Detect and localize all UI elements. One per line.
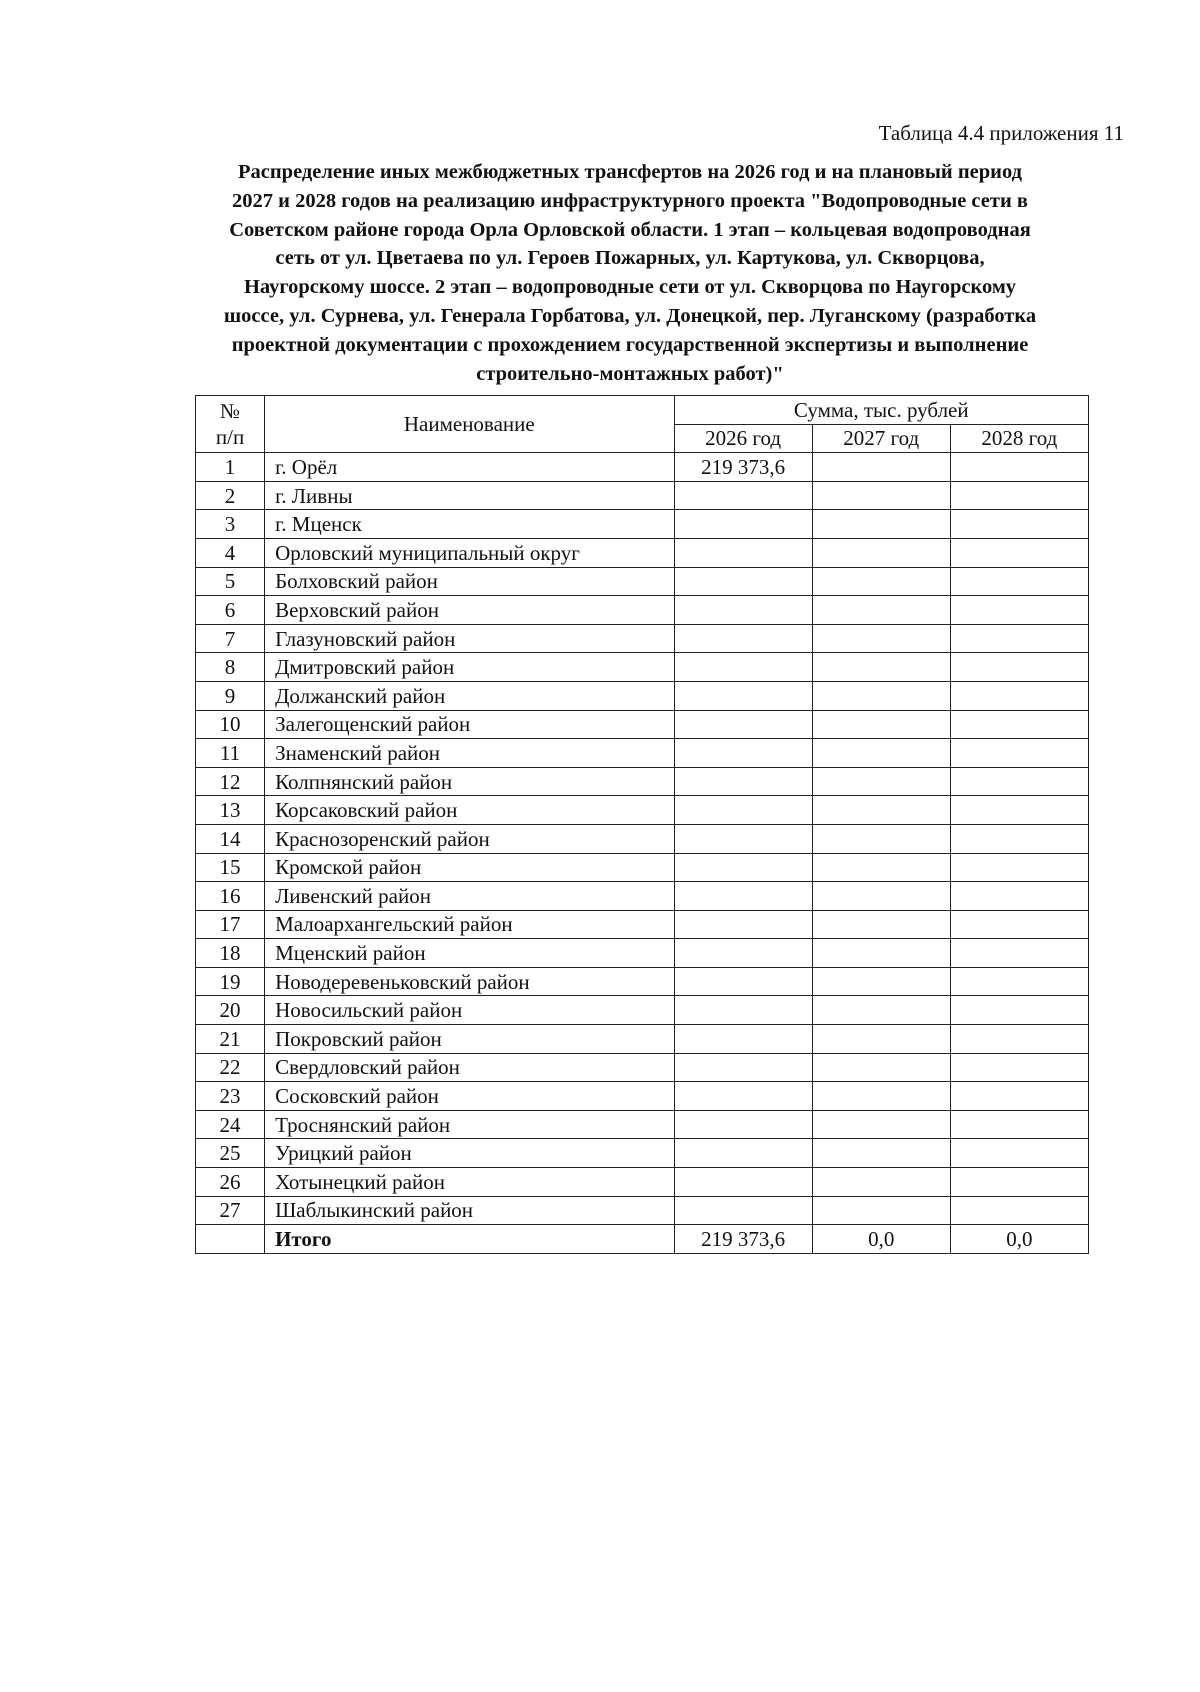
row-value-2027 bbox=[812, 653, 950, 682]
row-name: Троснянский район bbox=[265, 1110, 674, 1139]
row-name: Малоархангельский район bbox=[265, 910, 674, 939]
title-line: Распределение иных межбюджетных трансфертов на 2026 год и на плановый период bbox=[238, 161, 1022, 183]
row-value-2027 bbox=[812, 481, 950, 510]
row-value-2027 bbox=[812, 796, 950, 825]
row-value-2027 bbox=[812, 453, 950, 482]
table-row bbox=[196, 1110, 1089, 1139]
row-number: 25 bbox=[196, 1139, 265, 1168]
row-value-2028 bbox=[950, 853, 1088, 882]
row-value-2026: 219 373,6 bbox=[674, 453, 812, 482]
row-name: г. Мценск bbox=[265, 510, 674, 539]
row-value-2027 bbox=[812, 596, 950, 625]
row-value-2026 bbox=[674, 824, 812, 853]
row-value-2028 bbox=[950, 481, 1088, 510]
row-value-2027 bbox=[812, 1139, 950, 1168]
total-value-2027: 0,0 bbox=[812, 1225, 950, 1254]
row-number: 27 bbox=[196, 1196, 265, 1225]
title-line: строительно-монтажных работ)" bbox=[476, 362, 784, 385]
row-number: 19 bbox=[196, 967, 265, 996]
row-number: 9 bbox=[196, 681, 265, 710]
row-value-2028 bbox=[950, 538, 1088, 567]
row-name: Хотынецкий район bbox=[265, 1168, 674, 1197]
row-value-2026 bbox=[674, 567, 812, 596]
total-number-cell bbox=[196, 1225, 265, 1254]
row-number: 21 bbox=[196, 1025, 265, 1054]
column-header-number-line2: п/п bbox=[215, 425, 245, 450]
row-name: Болховский район bbox=[265, 567, 674, 596]
table-row bbox=[196, 853, 1089, 882]
title-line: сеть от ул. Цветаева по ул. Героев Пожарных, ул. Картукова, ул. Скворцова, bbox=[275, 247, 985, 270]
row-value-2027 bbox=[812, 710, 950, 739]
row-number: 16 bbox=[196, 882, 265, 911]
row-name: Верховский район bbox=[265, 596, 674, 625]
row-value-2028 bbox=[950, 596, 1088, 625]
table-row bbox=[196, 882, 1089, 911]
row-name: Ливенский район bbox=[265, 882, 674, 911]
row-value-2027 bbox=[812, 882, 950, 911]
row-value-2026 bbox=[674, 596, 812, 625]
row-number: 6 bbox=[196, 596, 265, 625]
row-value-2026 bbox=[674, 1196, 812, 1225]
row-value-2027 bbox=[812, 567, 950, 596]
row-name: Глазуновский район bbox=[265, 624, 674, 653]
row-value-2026 bbox=[674, 1082, 812, 1111]
transfers-table bbox=[195, 395, 1089, 1254]
table-row bbox=[196, 710, 1089, 739]
row-value-2027 bbox=[812, 910, 950, 939]
row-name: Колпнянский район bbox=[265, 767, 674, 796]
row-value-2027 bbox=[812, 1196, 950, 1225]
row-value-2026 bbox=[674, 538, 812, 567]
row-value-2026 bbox=[674, 910, 812, 939]
row-number: 2 bbox=[196, 481, 265, 510]
column-header-year: 2026 год bbox=[674, 424, 812, 453]
table-row bbox=[196, 567, 1089, 596]
row-value-2027 bbox=[812, 1168, 950, 1197]
row-value-2026 bbox=[674, 1110, 812, 1139]
row-number: 4 bbox=[196, 538, 265, 567]
row-value-2027 bbox=[812, 939, 950, 968]
row-name: Краснозоренский район bbox=[265, 824, 674, 853]
row-value-2028 bbox=[950, 567, 1088, 596]
row-name: Корсаковский район bbox=[265, 796, 674, 825]
row-value-2028 bbox=[950, 453, 1088, 482]
title-line: проектной документации с прохождением государственной экспертизы и выполнение bbox=[231, 333, 1029, 356]
row-number: 5 bbox=[196, 567, 265, 596]
column-header-number-line1: № bbox=[220, 399, 241, 424]
total-value-2028: 0,0 bbox=[950, 1225, 1088, 1254]
table-row bbox=[196, 624, 1089, 653]
row-value-2028 bbox=[950, 739, 1088, 768]
row-number: 14 bbox=[196, 824, 265, 853]
table-header-row bbox=[196, 396, 1089, 425]
row-name: Орловский муниципальный округ bbox=[265, 538, 674, 567]
table-row bbox=[196, 681, 1089, 710]
row-name: Сосковский район bbox=[265, 1082, 674, 1111]
column-header-sum: Сумма, тыс. рублей bbox=[674, 396, 1089, 425]
row-name: Залегощенский район bbox=[265, 710, 674, 739]
row-value-2028 bbox=[950, 1053, 1088, 1082]
table-row bbox=[196, 481, 1089, 510]
table-row bbox=[196, 538, 1089, 567]
column-header-year: 2028 год bbox=[950, 424, 1088, 453]
row-number: 15 bbox=[196, 853, 265, 882]
row-name: г. Ливны bbox=[265, 481, 674, 510]
row-value-2026 bbox=[674, 1053, 812, 1082]
row-name: Урицкий район bbox=[265, 1139, 674, 1168]
row-value-2026 bbox=[674, 939, 812, 968]
table-row bbox=[196, 767, 1089, 796]
row-value-2028 bbox=[950, 882, 1088, 911]
row-number: 20 bbox=[196, 996, 265, 1025]
row-value-2026 bbox=[674, 739, 812, 768]
row-name: Новосильский район bbox=[265, 996, 674, 1025]
row-value-2027 bbox=[812, 739, 950, 768]
row-value-2026 bbox=[674, 967, 812, 996]
row-number: 24 bbox=[196, 1110, 265, 1139]
row-value-2027 bbox=[812, 538, 950, 567]
row-value-2028 bbox=[950, 967, 1088, 996]
table-row bbox=[196, 796, 1089, 825]
row-name: Знаменский район bbox=[265, 739, 674, 768]
table-row bbox=[196, 596, 1089, 625]
total-label: Итого bbox=[265, 1225, 674, 1254]
row-value-2028 bbox=[950, 1139, 1088, 1168]
row-name: Дмитровский район bbox=[265, 653, 674, 682]
row-value-2027 bbox=[812, 767, 950, 796]
title-line: Наугорскому шоссе. 2 этап – водопроводные сети от ул. Скворцова по Наугорскому bbox=[243, 276, 1017, 299]
table-row bbox=[196, 1025, 1089, 1054]
row-name: Новодеревеньковский район bbox=[265, 967, 674, 996]
row-value-2026 bbox=[674, 1025, 812, 1054]
column-header-name: Наименование bbox=[265, 396, 674, 453]
row-value-2028 bbox=[950, 1082, 1088, 1111]
row-value-2028 bbox=[950, 996, 1088, 1025]
row-value-2027 bbox=[812, 996, 950, 1025]
row-value-2027 bbox=[812, 510, 950, 539]
row-value-2027 bbox=[812, 1110, 950, 1139]
table-row bbox=[196, 1168, 1089, 1197]
row-number: 17 bbox=[196, 910, 265, 939]
table-row bbox=[196, 453, 1089, 482]
row-value-2027 bbox=[812, 681, 950, 710]
table-row bbox=[196, 967, 1089, 996]
row-name: Кромской район bbox=[265, 853, 674, 882]
row-value-2028 bbox=[950, 710, 1088, 739]
row-value-2028 bbox=[950, 1110, 1088, 1139]
row-value-2026 bbox=[674, 767, 812, 796]
table-row bbox=[196, 824, 1089, 853]
row-number: 3 bbox=[196, 510, 265, 539]
row-value-2028 bbox=[950, 1196, 1088, 1225]
row-value-2028 bbox=[950, 624, 1088, 653]
total-row bbox=[196, 1225, 1089, 1254]
row-value-2026 bbox=[674, 1168, 812, 1197]
row-number: 23 bbox=[196, 1082, 265, 1111]
row-number: 7 bbox=[196, 624, 265, 653]
row-value-2028 bbox=[950, 910, 1088, 939]
total-value-2026: 219 373,6 bbox=[674, 1225, 812, 1254]
row-value-2027 bbox=[812, 1082, 950, 1111]
column-header-number bbox=[196, 396, 265, 453]
row-number: 26 bbox=[196, 1168, 265, 1197]
table-row bbox=[196, 510, 1089, 539]
row-value-2026 bbox=[674, 510, 812, 539]
row-value-2028 bbox=[950, 767, 1088, 796]
title-line: Советском районе города Орла Орловской области. 1 этап – кольцевая водопроводная bbox=[229, 218, 1031, 241]
row-value-2026 bbox=[674, 710, 812, 739]
row-number: 13 bbox=[196, 796, 265, 825]
row-value-2028 bbox=[950, 824, 1088, 853]
row-number: 1 bbox=[196, 453, 265, 482]
row-value-2026 bbox=[674, 481, 812, 510]
table-row bbox=[196, 653, 1089, 682]
row-name: Мценский район bbox=[265, 939, 674, 968]
row-value-2028 bbox=[950, 681, 1088, 710]
row-value-2026 bbox=[674, 681, 812, 710]
row-value-2028 bbox=[950, 1168, 1088, 1197]
document-title bbox=[150, 158, 1110, 388]
row-value-2028 bbox=[950, 510, 1088, 539]
title-line: шоссе, ул. Сурнева, ул. Генерала Горбатова, ул. Донецкой, пер. Луганскому (разработка bbox=[223, 304, 1037, 327]
row-number: 10 bbox=[196, 710, 265, 739]
table-row bbox=[196, 910, 1089, 939]
row-number: 22 bbox=[196, 1053, 265, 1082]
row-number: 18 bbox=[196, 939, 265, 968]
row-name: Покровский район bbox=[265, 1025, 674, 1054]
row-value-2026 bbox=[674, 996, 812, 1025]
row-value-2026 bbox=[674, 624, 812, 653]
row-value-2026 bbox=[674, 796, 812, 825]
row-value-2028 bbox=[950, 796, 1088, 825]
title-line: 2027 и 2028 годов на реализацию инфраструктурного проекта "Водопроводные сети в bbox=[232, 189, 1028, 212]
row-name: Свердловский район bbox=[265, 1053, 674, 1082]
row-value-2028 bbox=[950, 1025, 1088, 1054]
row-value-2028 bbox=[950, 653, 1088, 682]
table-row bbox=[196, 939, 1089, 968]
row-value-2027 bbox=[812, 853, 950, 882]
row-value-2026 bbox=[674, 882, 812, 911]
row-value-2027 bbox=[812, 624, 950, 653]
table-row bbox=[196, 1139, 1089, 1168]
row-name: Должанский район bbox=[265, 681, 674, 710]
row-value-2026 bbox=[674, 853, 812, 882]
table-row bbox=[196, 739, 1089, 768]
row-value-2026 bbox=[674, 1139, 812, 1168]
row-value-2028 bbox=[950, 939, 1088, 968]
table-reference: Таблица 4.4 приложения 11 bbox=[878, 121, 1124, 145]
row-value-2027 bbox=[812, 967, 950, 996]
table-row bbox=[196, 1082, 1089, 1111]
row-name: г. Орёл bbox=[265, 453, 674, 482]
row-value-2027 bbox=[812, 824, 950, 853]
row-number: 11 bbox=[196, 739, 265, 768]
row-value-2027 bbox=[812, 1053, 950, 1082]
table-row bbox=[196, 1196, 1089, 1225]
row-value-2027 bbox=[812, 1025, 950, 1054]
column-header-year: 2027 год bbox=[812, 424, 950, 453]
row-number: 12 bbox=[196, 767, 265, 796]
row-number: 8 bbox=[196, 653, 265, 682]
row-value-2026 bbox=[674, 653, 812, 682]
row-name: Шаблыкинский район bbox=[265, 1196, 674, 1225]
table-row bbox=[196, 996, 1089, 1025]
table-row bbox=[196, 1053, 1089, 1082]
